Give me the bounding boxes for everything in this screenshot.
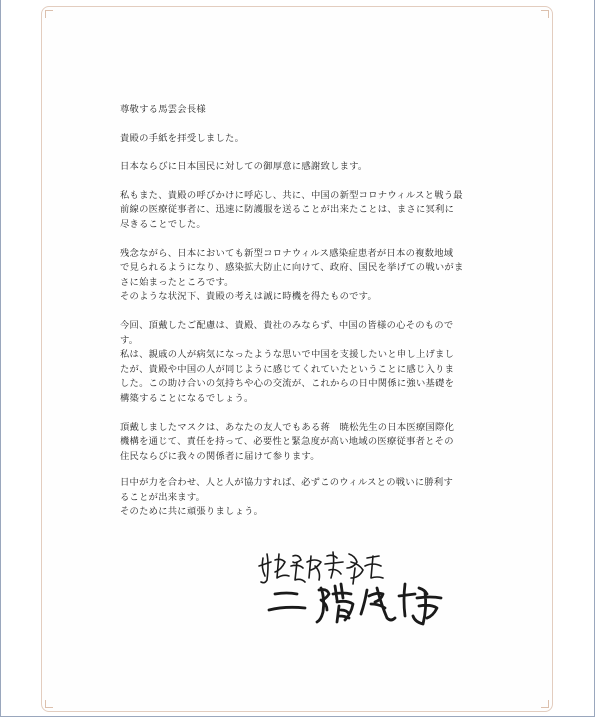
- paragraph-line: たが、貴殿や中国の人が同じように感じてくれていたということに感じ入りま: [120, 363, 455, 375]
- paragraph-3: [120, 189, 470, 233]
- frame-corner-ornament: [541, 700, 549, 708]
- paragraph-5: [120, 319, 470, 407]
- paragraph-4: [120, 247, 470, 305]
- paragraph-line: 尽きることでした。: [120, 218, 206, 230]
- paragraph-line: 前線の医療従事者に、迅速に防護服を送ることが出来たことは、まさに冥利に: [120, 204, 455, 216]
- frame-corner-ornament: [541, 10, 549, 18]
- paragraph-line: そのために共に頑張りましょう。: [120, 506, 264, 518]
- signature-title-strokes: [259, 552, 383, 584]
- paragraph-line: 日中が力を合わせ、人と人が協力すれば、必ずこのウィルスとの戦いに勝利す: [120, 477, 454, 489]
- frame-corner-ornament: [45, 10, 53, 18]
- frame-corner-ornament: [45, 700, 53, 708]
- paragraph-line: 住民ならびに我々の関係者に届けて参ります。: [120, 450, 320, 462]
- signature-ink: [259, 552, 441, 624]
- paragraph-line: 残念ながら、日本においても新型コロナウィルス感染症患者が日本の複数地域: [120, 247, 454, 259]
- paragraph-line: 頂戴しましたマスクは、あなたの友人でもある蒋 暁松先生の日本医療国際化: [120, 421, 455, 433]
- letter-body: [120, 103, 470, 520]
- paragraph-line: 私もまた、貴殿の呼びかけに呼応し、共に、中国の新型コロナウィルスと戦う最: [120, 189, 463, 201]
- paragraph-7: [120, 476, 470, 520]
- paragraph-line: 私は、親戚の人が病気になったような思いで中国を支援したいと申し上げまし: [120, 349, 455, 361]
- paragraph-2: 日本ならびに日本国民に対しての御厚意に感謝致します。: [120, 161, 368, 173]
- paragraph-1: 貴殿の手紙を拝受しました。: [120, 132, 245, 144]
- paragraph-line: で見られるようになり、感染拡大防止に向けて、政府、国民を挙げての戦いがま: [120, 262, 464, 274]
- salutation: 尊敬する馬雲会長様: [120, 104, 206, 115]
- paragraph-line: そのような状況下、貴殿の考えは誠に時機を得たものです。: [120, 291, 378, 303]
- paragraph-line: 構築することになるでしょう。: [120, 392, 254, 404]
- window-border-left: [0, 0, 1, 717]
- paragraph-line: す。: [120, 334, 139, 346]
- paragraph-line: さに始まったところです。: [120, 276, 234, 288]
- paragraph-6: [120, 421, 470, 465]
- signature-name-strokes: [269, 584, 441, 624]
- paragraph-line: した。この助け合いの気持ちや心の交流が、これからの日中関係に強い基礎を: [120, 378, 455, 390]
- paragraph-line: ることが出来ます。: [120, 491, 206, 503]
- paragraph-line: 今回、頂戴したご配慮は、貴殿、貴社のみならず、中国の皆様の心そのもので: [120, 319, 454, 331]
- paragraph-line: 機構を通じて、責任を持って、必要性と緊急度が高い地域の医療従事者とその: [120, 436, 454, 448]
- signature-drawing: [255, 548, 505, 633]
- handwritten-signature: [255, 548, 505, 633]
